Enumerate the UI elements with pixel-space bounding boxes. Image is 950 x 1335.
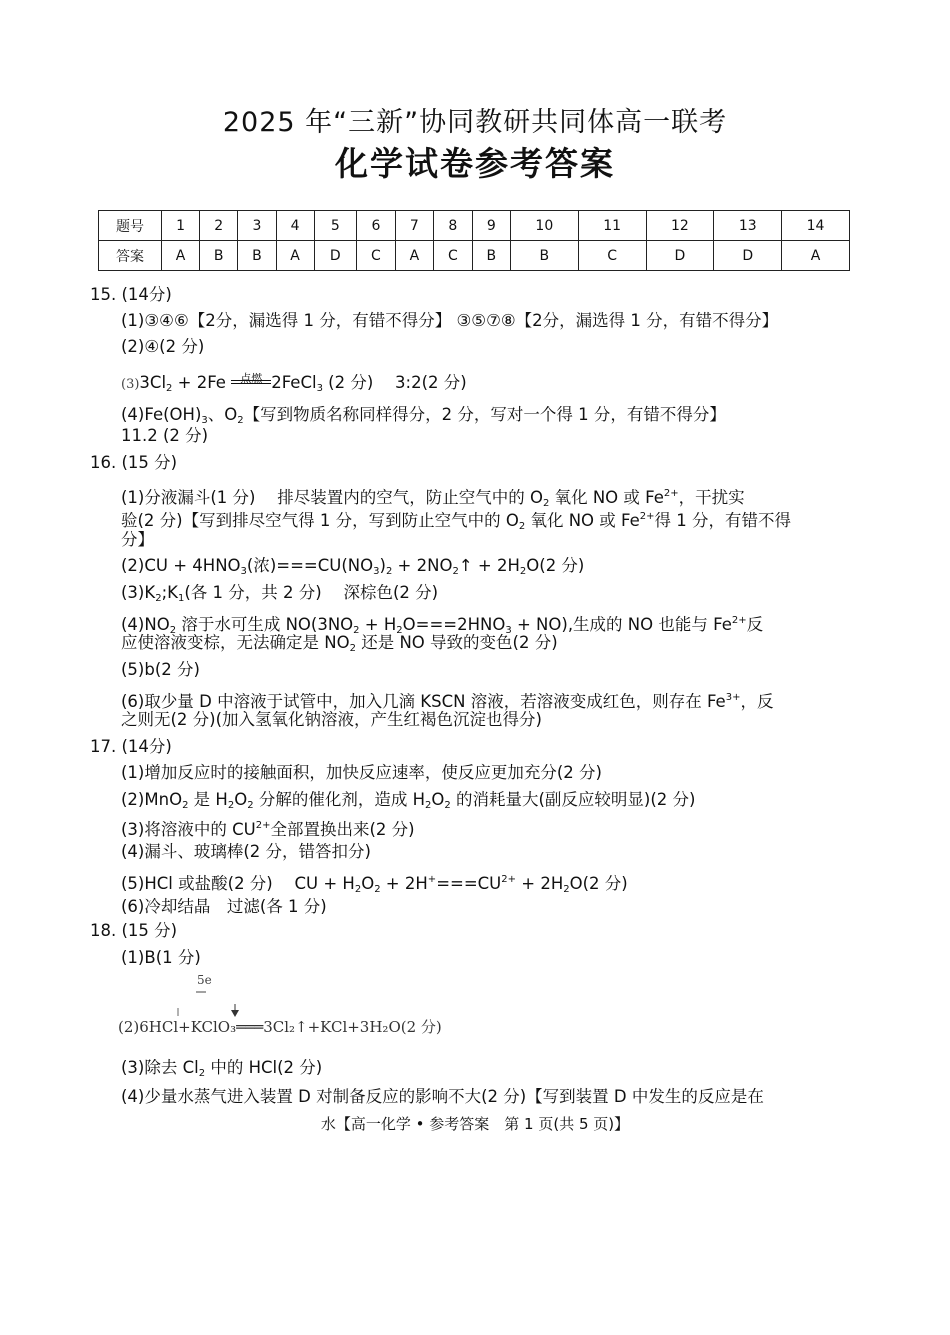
q18-line-4: (4)少量水蒸气进入装置 D 对制备反应的影响不大(2 分)【写到装置 D 中发生的反应是在 xyxy=(121,1087,764,1106)
table-cell: 6 xyxy=(357,211,396,241)
table-cell: 11 xyxy=(578,211,646,241)
table-cell: C xyxy=(357,241,396,271)
table-cell: A xyxy=(276,241,314,271)
arrow-head xyxy=(231,1010,239,1017)
table-cell: 13 xyxy=(714,211,782,241)
answer-row xyxy=(99,241,850,271)
electron-transfer-diagram xyxy=(118,970,538,1040)
q16-line-2: 验(2 分)【写到排尽空气得 1 分，写到防止空气中的 $O_2$ 氧化 NO 或 $Fe^{2+}$得 1 分，有错不得 xyxy=(121,511,792,532)
table-cell: B xyxy=(510,241,578,271)
q16-line-1: (1)分液漏斗(1 分) 排尽装置内的空气，防止空气中的 $O_2$ 氧化 NO 或 $Fe^{2+}$，干扰实 xyxy=(121,488,745,509)
q15-line-1: (1)③④⑥【2分，漏选得 1 分，有错不得分】 ③⑤⑦⑧【2分，漏选得 1 分，有错不得分】 xyxy=(121,311,779,330)
table-cell: D xyxy=(646,241,714,271)
reaction-condition: 点燃 xyxy=(231,384,271,388)
q15-heading: 15. (14分) xyxy=(90,285,172,304)
table-cell: A xyxy=(782,241,850,271)
table-cell: 2 xyxy=(200,211,238,241)
table-cell: C xyxy=(578,241,646,271)
table-cell: D xyxy=(714,241,782,271)
table-cell: B xyxy=(238,241,276,271)
answer-table xyxy=(98,210,850,271)
q16-line-5: $(3)K_2;K_1$(各 1 分，共 2 分) 深棕色(2 分) xyxy=(121,583,439,604)
q15-line-5: 11.2 (2 分) xyxy=(121,426,209,445)
table-cell: A xyxy=(162,241,200,271)
q15-line-2: (2)④(2 分) xyxy=(121,337,205,356)
table-cell: B xyxy=(472,241,510,271)
q17-line-2: (2)MnO$_2$ 是 $H_2O_2$ 分解的催化剂，造成 $H_2O_2$ 的消耗量大(副反应较明显)(2 分) xyxy=(121,790,696,811)
q17-line-3: (3)将溶液中的 $CU^{2+}$全部置换出来(2 分) xyxy=(121,820,415,839)
table-cell: 10 xyxy=(510,211,578,241)
table-cell: 8 xyxy=(433,211,472,241)
q17-line-6: (6)冷却结晶 过滤(各 1 分) xyxy=(121,897,327,916)
equation-text: (2)6HCl+KClO₃═══3Cl₂↑+KCl+3H₂O(2 分) xyxy=(118,1018,442,1036)
table-row-header: 答案 xyxy=(99,241,162,271)
q17-line-1: (1)增加反应时的接触面积，加快反应速率，使反应更加充分(2 分) xyxy=(121,763,602,782)
q16-heading: 16. (15 分) xyxy=(90,453,178,472)
double-line xyxy=(231,380,271,384)
table-cell: 7 xyxy=(395,211,433,241)
electron-transfer-equation xyxy=(118,970,538,1040)
q15-line-4: $(4)Fe(OH)_3$、$O_2$【写到物质名称同样得分，2 分，写对一个得 1 分，有错不得分】 xyxy=(121,405,726,426)
q16-line-6: $(4)NO_2$ 溶于水可生成 $NO(3NO_2 + H_2O===2HNO_3 + NO)$,生成的 NO 也能与 $Fe^{2+}$反 xyxy=(121,615,764,636)
table-cell: 1 xyxy=(162,211,200,241)
answer-key-title: 化学试卷参考答案 xyxy=(335,144,615,183)
q17-line-5: (5)HCl 或盐酸(2 分) CU + $H_2O_2 + 2H^+===CU^{2+} + 2H_2O(2$ 分) xyxy=(121,874,628,895)
table-cell: A xyxy=(395,241,433,271)
table-row-header: 题号 xyxy=(99,211,162,241)
page-footer: 水【高一化学 • 参考答案 第 1 页(共 5 页)】 xyxy=(320,1115,630,1133)
q16-line-8: (5)b(2 分) xyxy=(121,660,200,679)
q18-heading: 18. (15 分) xyxy=(90,921,178,940)
q15-part-3-number: (3) xyxy=(121,377,140,392)
q16-line-4: $(2)CU + 4HNO_3$(浓)$===CU(NO_3)_2$ + $2NO_2↑ + 2H_2O(2$ 分) xyxy=(121,556,585,577)
q17-line-4: (4)漏斗、玻璃棒(2 分，错答扣分) xyxy=(121,842,371,861)
table-cell: 3 xyxy=(238,211,276,241)
table-cell: 9 xyxy=(472,211,510,241)
table-cell: 4 xyxy=(276,211,314,241)
q15-line-3: $(3)3Cl_2 + 2Fe$ 点燃 2FeCl$_3$ (2 分) 3:2(2 分) xyxy=(121,372,467,394)
question-number-row xyxy=(99,211,850,241)
electron-label: 5e xyxy=(197,973,212,987)
table-cell: 12 xyxy=(646,211,714,241)
table-cell: 5 xyxy=(314,211,356,241)
q16-line-10: 之则无(2 分)(加入氢氧化钠溶液，产生红褐色沉淀也得分) xyxy=(121,710,542,729)
q16-line-3: 分】 xyxy=(121,530,154,549)
table-cell: C xyxy=(433,241,472,271)
q16-line-9: (6)取少量 D 中溶液于试管中，加入几滴 KSCN 溶液，若溶液变成红色，则存在 $Fe^{3+}$，反 xyxy=(121,692,774,711)
table-cell: 14 xyxy=(782,211,850,241)
exam-title: 2025 年“三新”协同教研共同体高一联考 xyxy=(222,107,728,138)
q18-line-1: (1)B(1 分) xyxy=(121,948,201,967)
q17-heading: 17. (14分) xyxy=(90,737,172,756)
table-cell: B xyxy=(200,241,238,271)
table-cell: D xyxy=(314,241,356,271)
q18-line-3: (3)除去 $Cl_2$ 中的 HCl(2 分) xyxy=(121,1058,323,1079)
q16-line-7: 应使溶液变棕，无法确定是 $NO_2$ 还是 NO 导致的变色(2 分) xyxy=(121,633,558,654)
